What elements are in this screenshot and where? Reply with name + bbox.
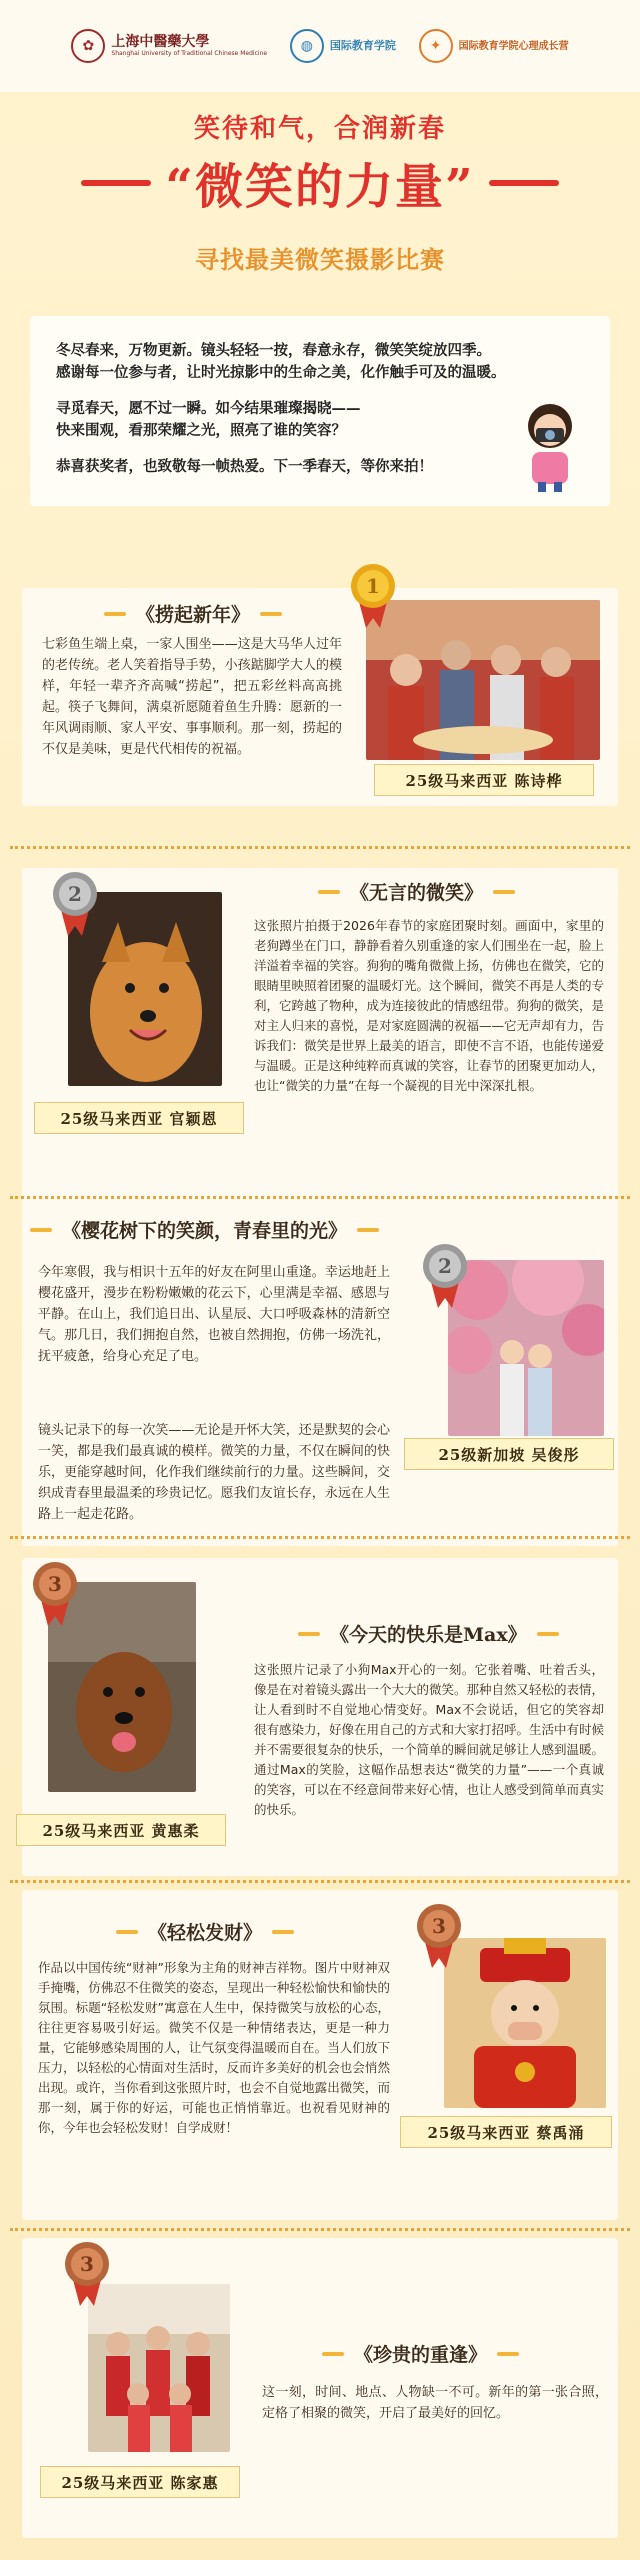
entry-5-caption: 25级马来西亚 蔡禹涌 bbox=[400, 2116, 612, 2148]
title-bar-right bbox=[497, 2352, 519, 2356]
logo-growth-camp bbox=[419, 29, 569, 63]
entry-6-caption: 25级马来西亚 陈家惠 bbox=[40, 2466, 240, 2498]
divider-4 bbox=[10, 1880, 630, 1883]
bronze-medal-icon bbox=[412, 1900, 466, 1970]
photographer-girl-icon bbox=[514, 396, 586, 492]
bronze-medal-icon bbox=[60, 2238, 114, 2308]
entry-3-title: 《樱花树下的笑颜，青春里的光》 bbox=[62, 1220, 348, 1242]
entry-2-title: 《无言的微笑》 bbox=[350, 882, 484, 904]
entry-6-title: 《珍贵的重逢》 bbox=[354, 2344, 488, 2366]
title-bar-right bbox=[537, 1632, 559, 1636]
logo-shutcm bbox=[71, 29, 267, 63]
logo1-title: 上海中醫藥大學 bbox=[111, 33, 210, 50]
medal-rank-1: 1 bbox=[366, 574, 380, 598]
medal-rank-3b: 3 bbox=[432, 1914, 446, 1938]
entry-5-title: 《轻松发财》 bbox=[148, 1922, 263, 1944]
main-title-text: “微笑的力量” bbox=[165, 159, 475, 215]
divider-5 bbox=[10, 2228, 630, 2231]
divider-3 bbox=[10, 1536, 630, 1539]
intl-college-icon: ◍ bbox=[290, 29, 324, 63]
slogan: 笑待和气，合润新春 bbox=[193, 114, 446, 144]
entry-1-title: 《捞起新年》 bbox=[136, 604, 251, 626]
intro-p3: 恭喜获奖者，也致敬每一帧热爱。下一季春天，等你来拍！ bbox=[56, 459, 433, 475]
entry-6-title-row bbox=[322, 2340, 519, 2367]
title-line-right bbox=[489, 180, 559, 186]
title-bar-right bbox=[272, 1930, 294, 1934]
subtitle: 寻找最美微笑摄影比赛 bbox=[195, 246, 445, 274]
medal-rank-3c: 3 bbox=[80, 2252, 94, 2276]
intro-p2b: 快来围观，看那荣耀之光，照亮了谁的笑容？ bbox=[56, 423, 346, 439]
silver-medal-icon bbox=[418, 1240, 472, 1310]
entry-5-photo bbox=[444, 1938, 606, 2108]
family-reunion-photo bbox=[88, 2284, 230, 2452]
entry-1-photo bbox=[366, 600, 600, 760]
entry-4-caption: 25级马来西亚 黄惠柔 bbox=[16, 1814, 226, 1846]
title-bar-right bbox=[357, 1228, 379, 1232]
family-gathering-photo bbox=[366, 600, 600, 760]
title-bar-right bbox=[493, 890, 515, 894]
entry-3-text-2: 镜头记录下的每一次笑——无论是开怀大笑，还是默契的会心一笑，都是我们最真诚的模样。微笑的力量，不仅在瞬间的快乐，更能穿越时间，化作我们继续前行的力量。这些瞬间，交织成青春里最温柔的珍贵记忆。愿我们友谊长存，永远在人生路上一起走花路。 bbox=[38, 1423, 390, 1522]
entry-5-text: 作品以中国传统“财神”形象为主角的财神吉祥物。图片中财神双手掩嘴，仿佛忍不住微笑的姿态，呈现出一种轻松愉快和愉快的氛围。标题“轻松发财”寓意在人生中，保持微笑与放松的心态，往往更容易吸引好运。微笑不仅是一种情绪表达，更是一种力量，它能够感染周围的人，让气氛变得温暖而自在。当人们放下压力，以轻松的心情面对生活时，反而许多美好的机会也会悄然出现。或许，当你看到这张照片时，也会不自觉地露出微笑，而那一刻，属于你的好运，可能也正悄悄靠近。也祝看见财神的你，今年也会轻松发财！自学成财！ bbox=[38, 1960, 390, 2135]
intro-p2a: 寻觅春天，愿不过一瞬。如今结果璀璨揭晓—— bbox=[56, 401, 361, 417]
title-bar-left bbox=[104, 612, 126, 616]
medal-rank-2a: 2 bbox=[68, 882, 82, 906]
entry-4-title: 《今天的快乐是Max》 bbox=[330, 1624, 527, 1646]
entry-1-caption: 25级马来西亚 陈诗桦 bbox=[374, 764, 594, 796]
intro-p1a: 冬尽春来，万物更新。镜头轻轻一按，春意永存，微笑笑绽放四季。 bbox=[56, 343, 491, 359]
entry-1-title-row bbox=[104, 600, 282, 627]
intro-p1b: 感谢每一位参与者，让时光掠影中的生命之美，化作触手可及的温暖。 bbox=[56, 365, 506, 381]
silver-medal-icon bbox=[48, 868, 102, 938]
title-bar-left bbox=[318, 890, 340, 894]
entry-3-text-1: 今年寒假，我与相识十五年的好友在阿里山重逢。幸运地赶上樱花盛开，漫步在粉粉嫩嫩的花云下，心里满是幸福、感恩与平静。在山上，我们追日出、认星辰、大口呼吸森林的清新空气。那几日，我们拥抱自然，也被自然拥抱，仿佛一场洗礼，抚平疲惫，给身心充足了电。 bbox=[38, 1265, 390, 1364]
divider-1 bbox=[10, 846, 630, 849]
entry-4-text: 这张照片记录了小狗Max开心的一刻。它张着嘴、吐着舌头，像是在对着镜头露出一个大大的微笑。那种自然又轻松的表情，让人看到时不自觉地心情变好。Max不会说话，但它的笑容却很有感染力，好像在用自己的方式和大家打招呼。生活中有时候并不需要很复杂的快乐，一个简单的瞬间就足够让人感到温暖。通过Max的笑脸，这幅作品想表达“微笑的力量”——一个真诚的笑容，可以在不经意间带来好心情，也让人感受到简单而真实的快乐。 bbox=[254, 1662, 605, 1817]
intro-card bbox=[30, 316, 610, 506]
logo2-title: 国际教育学院 bbox=[329, 38, 396, 52]
medal-rank-2b: 2 bbox=[438, 1254, 452, 1278]
title-line-left bbox=[81, 180, 151, 186]
medal-rank-3a: 3 bbox=[48, 1572, 62, 1596]
main-title bbox=[0, 148, 640, 217]
entry-2-title-row bbox=[318, 878, 515, 905]
university-seal-icon: ✿ bbox=[71, 29, 105, 63]
title-bar-left bbox=[116, 1930, 138, 1934]
growth-camp-icon: ✦ bbox=[419, 29, 453, 63]
entry-6-text: 这一刻，时间、地点、人物缺一不可。新年的第一张合照，定格了相聚的微笑，开启了最美好的回忆。 bbox=[262, 2385, 608, 2421]
bronze-medal-icon bbox=[28, 1558, 82, 1628]
logo-intl-college bbox=[290, 29, 396, 63]
entry-2-caption: 25级马来西亚 官颖恩 bbox=[34, 1102, 244, 1134]
entry-5-title-row bbox=[116, 1918, 294, 1945]
entry-4-title-row bbox=[298, 1620, 559, 1647]
title-bar-left bbox=[30, 1228, 52, 1232]
entry-1-text: 七彩鱼生端上桌，一家人围坐——这是大马华人过年的老传统。老人笑着指导手势，小孩踮脚学大人的模样，年轻一辈齐齐高喊“捞起”，把五彩丝料高高挑起。筷子飞舞间，满桌祈愿随着鱼生升腾：愿新的一年风调雨顺、家人平安、事事顺利。那一刻，捞起的不仅是美味，更是代代相传的祝福。 bbox=[42, 637, 342, 757]
entry-3-title-row bbox=[30, 1216, 379, 1243]
entry-2-text: 这张照片拍摄于2026年春节的家庭团聚时刻。画面中，家里的老狗蹲坐在门口，静静看着久别重逢的家人们围坐在一起，脸上洋溢着幸福的笑容。狗狗的嘴角微微上扬，仿佛也在微笑，它的眼睛里映照着团聚的温暖灯光。这个瞬间，微笑不再是人类的专利，它跨越了物种，成为连接彼此的情感纽带。狗狗的微笑，是对主人归来的喜悦，是对家庭圆满的祝福——它无声却有力，告诉我们：微笑是世界上最美的语言，即使不言不语，也能传递爱与温暖。正是这种纯粹而真诚的笑容，让春节的团聚更加动人，也让“微笑的力量”在每一个凝视的目光中深深扎根。 bbox=[254, 918, 605, 1093]
logo3-title: 国际教育学院心理成长营 bbox=[458, 40, 569, 52]
entry-3-caption: 25级新加坡 吴俊彤 bbox=[404, 1438, 614, 1470]
header bbox=[0, 0, 640, 92]
title-bar-right bbox=[260, 612, 282, 616]
entry-6-photo bbox=[88, 2284, 230, 2452]
gold-medal-icon bbox=[346, 560, 400, 630]
god-of-wealth-photo bbox=[444, 1938, 606, 2108]
title-bar-left bbox=[322, 2352, 344, 2356]
title-bar-left bbox=[298, 1632, 320, 1636]
logo1-sub: Shanghai University of Traditional Chinese Medicine bbox=[111, 50, 268, 58]
divider-2 bbox=[10, 1196, 630, 1199]
